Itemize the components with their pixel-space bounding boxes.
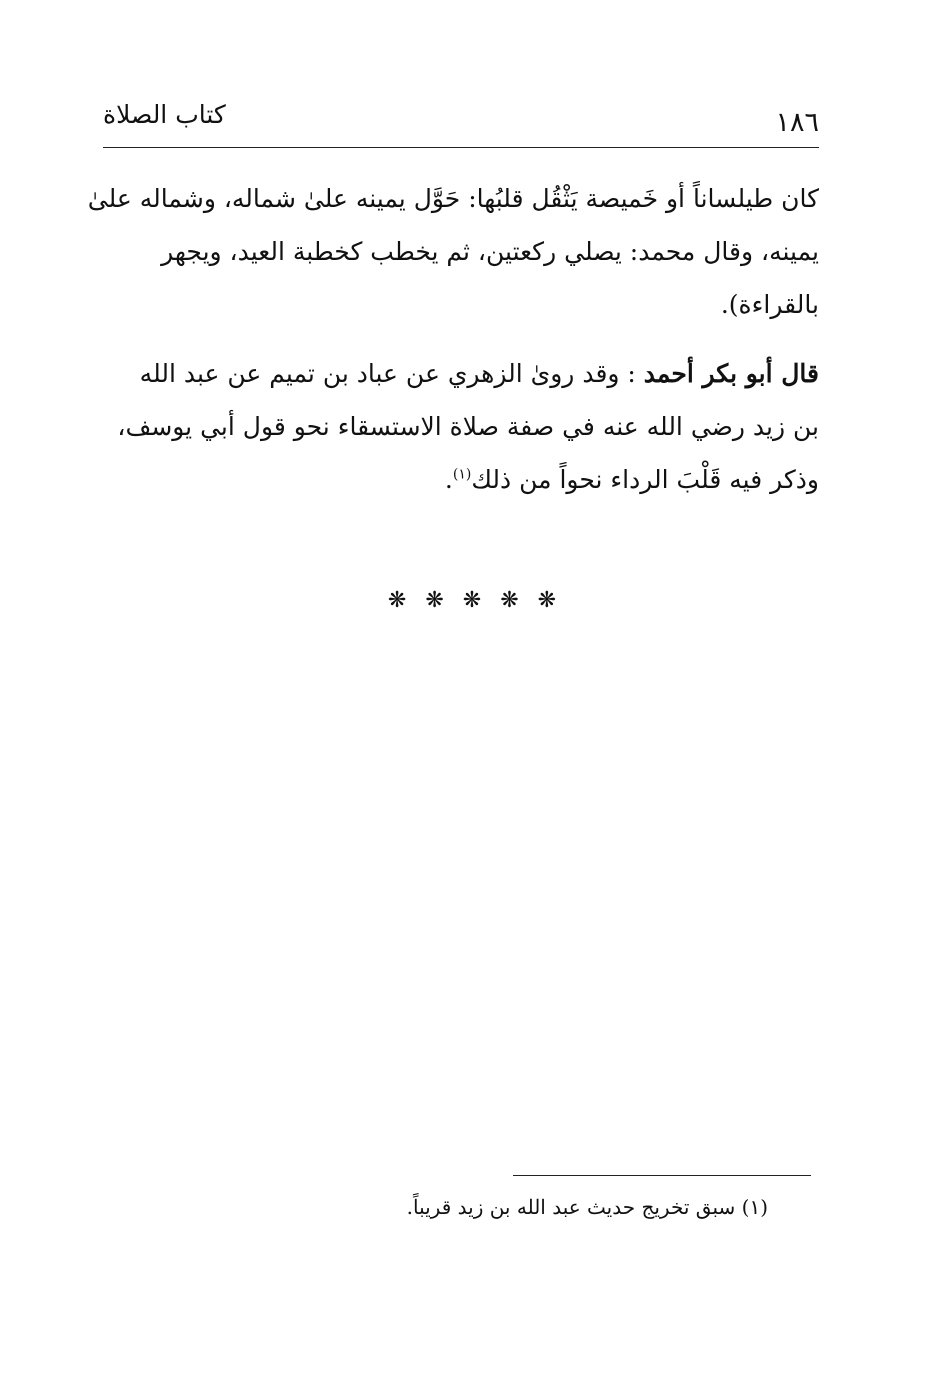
- body-text: [87, 172, 819, 522]
- paragraph-1-line-1: كان طيلساناً أو خَميصة يَثْقُل قلبُها: حَوَّل يمينه علىٰ شماله، وشماله علىٰ: [87, 184, 819, 213]
- paragraph-1-line-3: بالقراءة).: [720, 290, 819, 319]
- paragraph-1-line-2: يمينه، وقال محمد: يصلي ركعتين، ثم يخطب كخطبة العيد، ويجهر: [161, 237, 819, 266]
- running-title: كتاب الصلاة: [103, 100, 226, 129]
- footnote: (١) سبق تخريج حديث عبد الله بن زيد قريباً.: [406, 1195, 768, 1219]
- speaker-name: قال أبو بكر أحمد: [643, 359, 819, 388]
- paragraph-1: [87, 172, 819, 331]
- paragraph-2: [103, 347, 819, 506]
- paragraph-2-line-3-end: .: [444, 465, 453, 494]
- page-number: ١٨٦: [775, 107, 819, 138]
- paragraph-2-line-1-text: : وقد روىٰ الزهري عن عباد بن تميم عن عبد الله: [139, 359, 644, 388]
- footnote-reference[interactable]: (١): [452, 466, 472, 483]
- paragraph-2-line-1: [103, 347, 819, 400]
- paragraph-2-line-3: [103, 453, 819, 506]
- header-rule: [103, 147, 819, 148]
- paragraph-2-line-3-text: وذكر فيه قَلْبَ الرداء نحواً من ذلك: [471, 465, 819, 494]
- section-separator: ❋ ❋ ❋ ❋ ❋: [387, 588, 563, 613]
- footnote-rule: [513, 1175, 811, 1176]
- page-header: [103, 98, 819, 142]
- paragraph-2-line-2: بن زيد رضي الله عنه في صفة صلاة الاستسقاء نحو قول أبي يوسف،: [117, 412, 819, 441]
